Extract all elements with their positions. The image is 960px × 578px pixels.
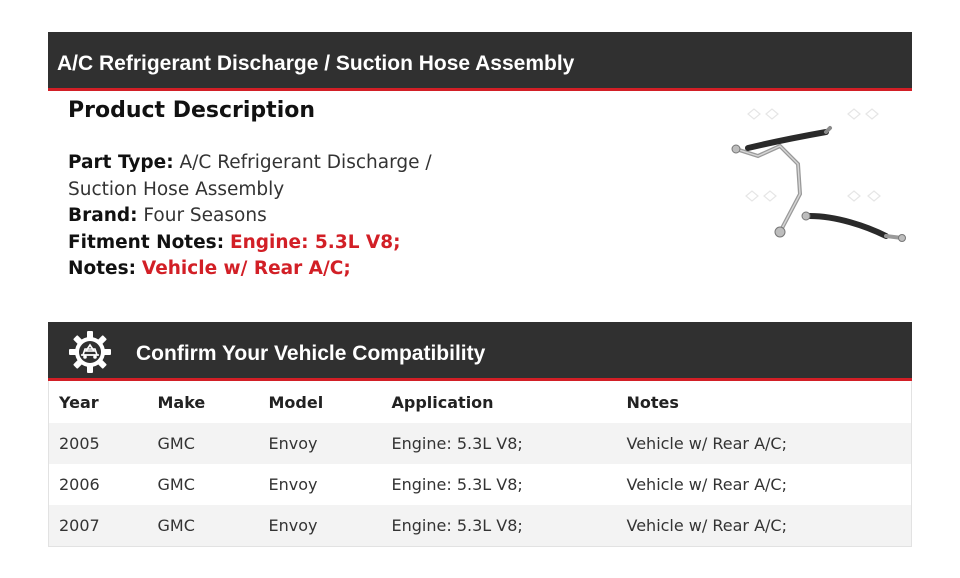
notes-label: Notes: — [68, 258, 136, 279]
cell-model: Envoy — [259, 505, 382, 546]
column-header-model: Model — [259, 381, 382, 423]
cell-application: Engine: 5.3L V8; — [382, 464, 617, 505]
table-row — [49, 505, 912, 546]
fitment-label: Fitment Notes: — [68, 231, 225, 253]
notes-line — [68, 256, 448, 283]
fitment-value: Engine: 5.3L V8; — [229, 231, 401, 253]
cell-make: GMC — [148, 464, 259, 505]
description-list — [68, 150, 448, 283]
cell-model: Envoy — [259, 423, 382, 464]
column-header-application: Application — [382, 381, 617, 423]
part-type-line — [68, 150, 448, 203]
notes-value: Vehicle w/ Rear A/C; — [141, 258, 351, 279]
cell-application: Engine: 5.3L V8; — [382, 505, 617, 546]
cell-notes: Vehicle w/ Rear A/C; — [617, 505, 912, 546]
brand-line — [68, 203, 448, 230]
cell-year: 2007 — [49, 505, 148, 546]
part-type-value: A/C Refrigerant Discharge / Suction Hose Assembly — [68, 152, 432, 200]
product-image — [718, 104, 914, 260]
column-header-notes: Notes — [617, 381, 912, 423]
cell-model: Envoy — [259, 464, 382, 505]
cell-notes: Vehicle w/ Rear A/C; — [617, 423, 912, 464]
fitment-table — [48, 381, 912, 547]
fitment-line — [68, 230, 448, 257]
column-header-year: Year — [49, 381, 148, 423]
brand-label: Brand: — [68, 205, 138, 226]
cell-application: Engine: 5.3L V8; — [382, 423, 617, 464]
page-title: A/C Refrigerant Discharge / Suction Hose Assembly — [57, 52, 575, 75]
description-heading: Product Description — [68, 98, 316, 123]
cell-notes: Vehicle w/ Rear A/C; — [617, 464, 912, 505]
cell-make: GMC — [148, 505, 259, 546]
table-row — [49, 423, 912, 464]
title-banner — [48, 32, 912, 91]
column-header-make: Make — [148, 381, 259, 423]
cell-year: 2006 — [49, 464, 148, 505]
part-type-label: Part Type: — [68, 152, 174, 173]
cell-year: 2005 — [49, 423, 148, 464]
table-row — [49, 464, 912, 505]
compatibility-title: Confirm Your Vehicle Compatibility — [136, 342, 486, 365]
cell-make: GMC — [148, 423, 259, 464]
compatibility-banner — [48, 322, 912, 381]
brand-value: Four Seasons — [143, 205, 267, 226]
gear-car-icon — [68, 330, 112, 374]
table-header-row — [49, 381, 912, 423]
